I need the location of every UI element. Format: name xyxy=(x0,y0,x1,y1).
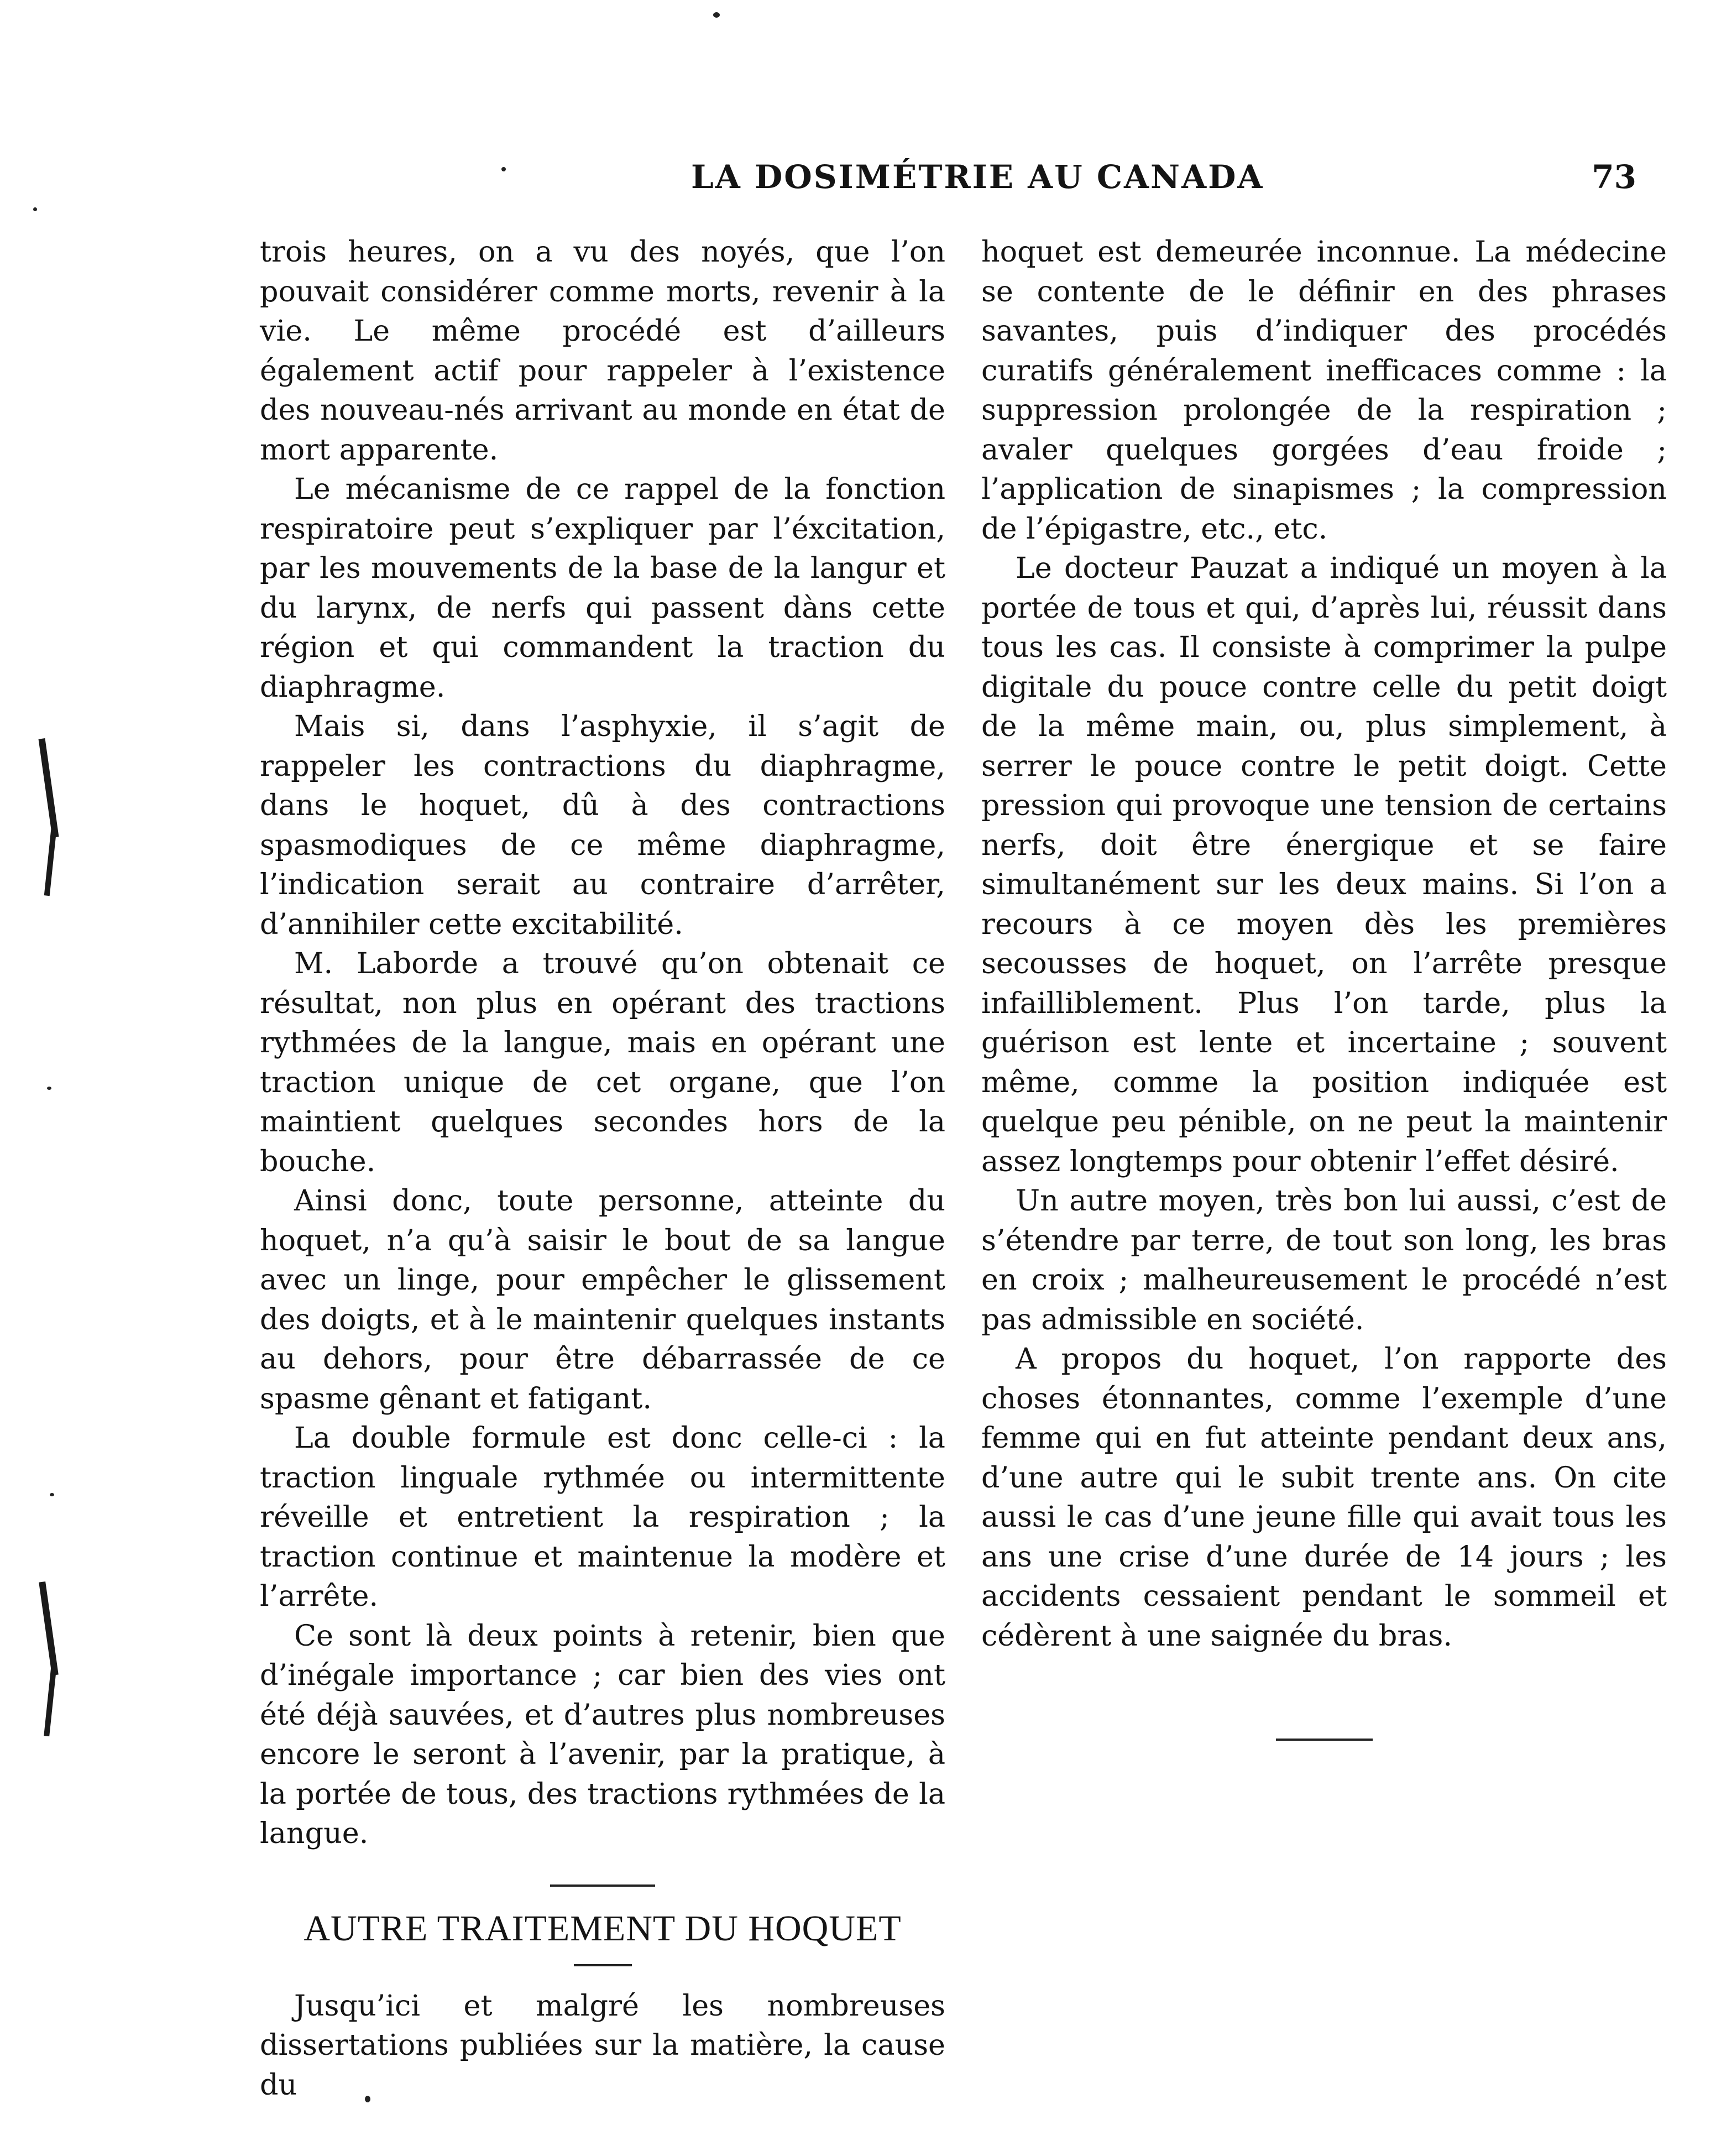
paragraph: Ainsi donc, toute personne, atteinte du hoquet, n’a qu’à saisir le bout de sa langue avec un linge, pour empêcher le glissement des doigts, et à le maintenir quelques instants au dehors, pour être débarrassée de ce spasme gênant et fatigant. xyxy=(260,1184,945,1416)
paragraph: La double formule est donc celle-ci : la traction linguale rythmée ou intermittente réveille et entretient la respiration ; la traction continue et maintenue la modère et l’arrête. xyxy=(260,1421,945,1613)
paragraph: Mais si, dans l’asphyxie, il s’agit de rappeler les contractions du diaphragme, dans le hoquet, dû à des contractions spasmodiques de ce même diaphragme, l’indication serait au contraire d’arrêter, d’annihiler cette excitabilité. xyxy=(260,709,945,941)
binding-mark xyxy=(44,829,56,896)
scan-speck xyxy=(501,167,506,171)
scan-speck xyxy=(47,1087,51,1090)
page-number: 73 xyxy=(1592,158,1636,196)
paragraph: M. Laborde a trouvé qu’on obtenait ce résultat, non plus en opérant des tractions rythmées de la langue, mais en opérant une traction unique de cet organe, que l’on maintient quelques secondes hors de la bouche. xyxy=(260,947,945,1178)
paragraph: Ce sont là deux points à retenir, bien que d’inégale importance ; car bien des vies ont été déjà sauvées, et d’autres plus nombreuses encore le seront à l’avenir, par la pratique, à la portée de tous, des tractions rythmées de la langue. xyxy=(260,1619,945,1850)
right-column xyxy=(981,232,1667,1741)
binding-mark xyxy=(44,1664,57,1736)
running-title: LA DOSIMÉTRIE AU CANADA xyxy=(691,158,1264,196)
paragraph: Jusqu’ici et malgré les nombreuses dissertations publiées sur la matière, la cause du xyxy=(260,1988,945,2102)
paragraph: Le mécanisme de ce rappel de la fonction respiratoire peut s’expliquer par l’éxcitation, par les mouvements de la base de la langur et du larynx, de nerfs qui passent dàns cette région et qui commandent la traction du diaphragme. xyxy=(260,472,945,704)
binding-mark xyxy=(39,1581,59,1675)
binding-mark xyxy=(39,738,59,838)
scan-speck xyxy=(33,207,37,211)
left-column xyxy=(260,232,945,2105)
paragraph: hoquet est demeurée inconnue. La médecine se contente de le définir en des phrases savantes, puis d’indiquer des procédés curatifs généralement inefficaces comme : la suppression prolongée de la respiration ; avaler quelques gorgées d’eau froide ; l’application de sinapismes ; la compression de l’épigastre, etc., etc. xyxy=(981,235,1667,546)
paragraph: Le docteur Pauzat a indiqué un moyen à la portée de tous et qui, d’après lui, réussit dans tous les cas. Il consiste à comprimer la pulpe digitale du pouce contre celle du petit doigt de la même main, ou, plus simplement, à serrer le pouce contre le petit doigt. Cette pression qui provoque une tension de certains nerfs, doit être énergique et se faire simultanément sur les deux mains. Si l’on a recours à ce moyen dès les premières secousses de hoquet, on l’arrête presque infailliblement. Plus l’on tarde, plus la guérison est lente et incertaine ; souvent même, comme la position indiquée est quelque peu pénible, on ne peut la maintenir assez longtemps pour obtenir l’effet désiré. xyxy=(981,551,1667,1178)
paragraph: A propos du hoquet, l’on rapporte des choses étonnantes, comme l’exemple d’une femme qui en fut atteinte pendant deux ans, d’une autre qui le subit trente ans. On cite aussi le cas d’une jeune fille qui avait tous les ans une crise d’une durée de 14 jours ; les accidents cessaient pendant le sommeil et cédèrent à une saignée du bras. xyxy=(981,1342,1667,1653)
running-header xyxy=(652,158,1647,202)
paragraph: trois heures, on a vu des noyés, que l’on pouvait considérer comme morts, revenir à la vie. Le même procédé est d’ailleurs également actif pour rappeler à l’existence des nouveau-nés arrivant au monde en état de mort apparente. xyxy=(260,235,945,467)
section-heading: AUTRE TRAITEMENT DU HOQUET xyxy=(304,1908,902,1949)
heading-underline xyxy=(574,1964,632,1966)
scan-speck xyxy=(713,12,720,18)
paragraph: Un autre moyen, très bon lui aussi, c’est de s’étendre par terre, de tout son long, les bras en croix ; malheureusement le procédé n’est pas admissible en société. xyxy=(981,1184,1667,1337)
section-divider xyxy=(550,1884,655,1887)
scan-speck xyxy=(50,1493,54,1496)
end-divider xyxy=(1276,1739,1373,1741)
